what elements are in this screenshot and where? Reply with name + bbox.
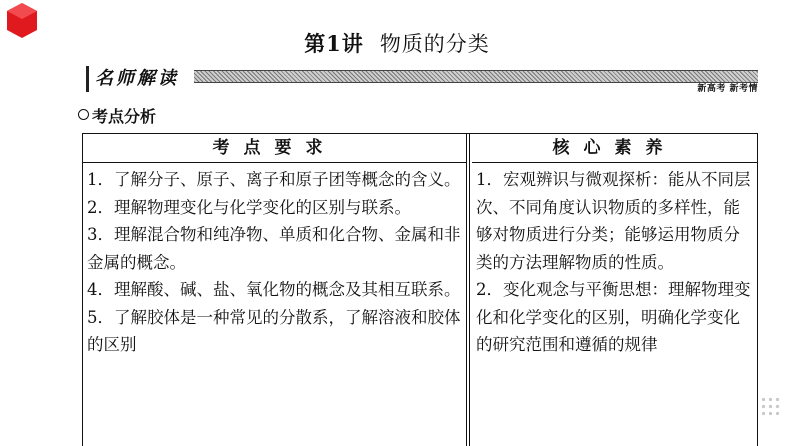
lecture-number: 第1讲	[304, 31, 364, 56]
requirements-body	[83, 163, 466, 359]
lecture-title: 物质的分类	[379, 32, 490, 56]
requirement-item: 4．理解酸、碱、盐、氧化物的概念及其相互联系。	[87, 280, 461, 299]
circle-bullet-icon	[78, 109, 89, 120]
banner-striped-bar	[194, 70, 758, 83]
dot-grid-icon	[760, 396, 782, 418]
requirement-item: 2．理解物理变化与化学变化的区别与联系。	[87, 197, 411, 217]
competency-column	[472, 134, 757, 446]
column-divider	[469, 134, 470, 446]
requirements-column	[83, 134, 467, 446]
section-banner	[86, 66, 758, 92]
competency-header: 核心素养	[472, 134, 757, 163]
banner-label: 名师解读	[86, 66, 192, 92]
competency-item: 1．宏观辨识与微观探析：能从不同层次、不同角度认识物质的多样性，能够对物质进行分类；能够运用物质分类的方法理解物质的性质。	[476, 170, 751, 272]
section-heading-text: 考点分析	[92, 107, 157, 126]
analysis-table	[82, 133, 758, 446]
banner-tag: 新高考 新考情	[697, 84, 758, 94]
requirement-item: 5．了解胶体是一种常见的分散系，了解溶液和胶体的区别	[87, 307, 461, 354]
requirements-header: 考点要求	[83, 134, 466, 163]
requirement-item: 1．了解分子、原子、离子和原子团等概念的含义。	[87, 170, 461, 189]
competency-item: 2．变化观念与平衡思想：理解物理变化和化学变化的区别，明确化学变化的研究范围和遵循的规律	[476, 280, 751, 354]
section-heading	[78, 104, 156, 127]
requirement-item: 3．理解混合物和纯净物、单质和化合物、金属和非金属的概念。	[87, 225, 461, 272]
page-title	[0, 28, 794, 58]
competency-body	[472, 163, 757, 359]
